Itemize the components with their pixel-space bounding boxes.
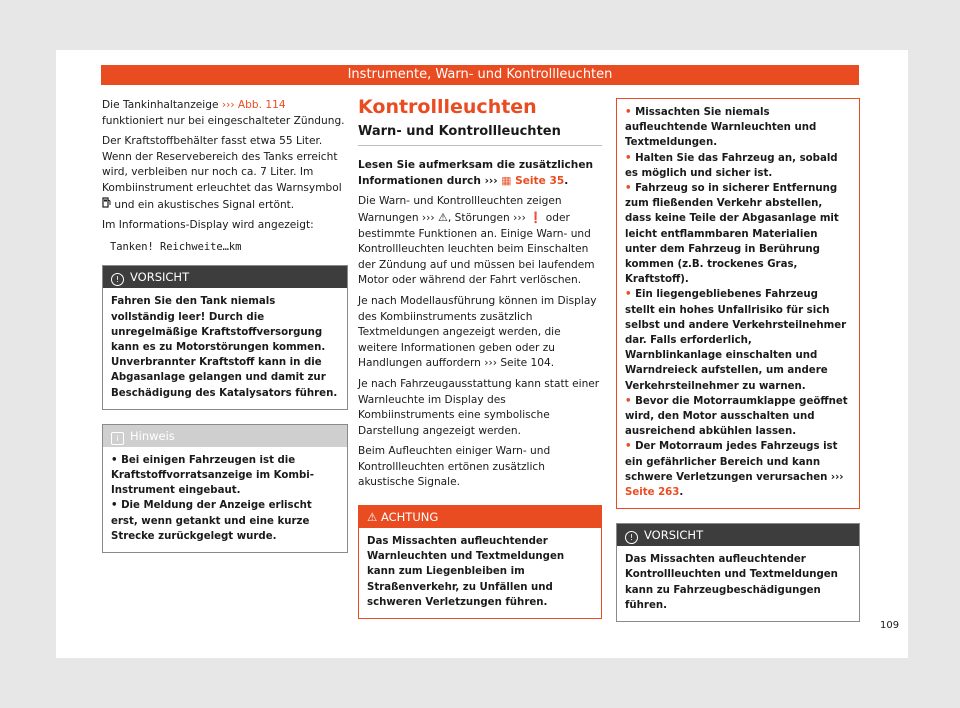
list-item: • Missachten Sie niemals aufleuchtende Warnleuchten und Textmeldungen. (625, 107, 817, 149)
caution-header: ! VORSICHT (617, 524, 859, 546)
section-title: Kontrollleuchten (358, 96, 537, 118)
caution-header: ! VORSICHT (103, 266, 347, 288)
page-reference-link[interactable]: Seite 263 (625, 487, 680, 499)
warning-list (617, 99, 859, 508)
page-header: Instrumente, Warn- und Kontrollleuchten (101, 65, 859, 85)
info-circle-icon: ! (111, 273, 124, 286)
display-message: Tanken! Reichweite…km (110, 240, 242, 253)
list-item: • Der Motorraum jedes Fahrzeugs ist ein gefährlicher Bereich und kann schwere Verletzungen verursachen ››› Seite 263. (625, 441, 844, 499)
caution-text: Fahren Sie den Tank niemals vollständig leer! Durch die unregelmäßige Kraftstoffversorgung kann es zu Motorstörungen kommen. Unverbrannter Kraftstoff kann in die Abgasanlage gelangen und damit zur Beschädigung des Katalysators führen. (111, 296, 338, 399)
paragraph-text-messages: Je nach Modellausführung können im Display des Kombiinstruments zusätzlich Textmeldungen angezeigt werden, die weitere Informationen geben oder zu Handlungen auffordern ››› Seite 104. (358, 294, 597, 370)
list-item: • Bei einigen Fahrzeugen ist die Kraftstoffvorratsanzeige im Kombi-Instrument eingebaut. (111, 454, 314, 497)
paragraph-lead: Lesen Sie aufmerksam die zusätzlichen Informationen durch ››› ▦ Seite 35. (358, 159, 594, 187)
info-circle-icon: ! (625, 531, 638, 544)
caution-box-lamps (616, 523, 860, 622)
warning-triangle-icon: ⚠ (367, 510, 378, 525)
hint-header: i Hinweis (103, 425, 347, 447)
hint-box (102, 424, 348, 553)
paragraph-display-intro: Im Informations-Display wird angezeigt: (102, 219, 314, 232)
caution-box-fuel (102, 265, 348, 409)
column-middle (358, 98, 602, 619)
column-right (616, 98, 860, 622)
list-item: • Bevor die Motorraumklappe geöffnet wird, den Motor ausschalten und ausreichend abkühlen lassen. (625, 395, 848, 438)
paragraph-tank-display: Die Tankinhaltanzeige ››› Abb. 114 funktioniert nur bei eingeschalteter Zündung. (102, 99, 345, 127)
warning-triangle-icon: ⚠ (438, 210, 448, 224)
hint-body (103, 447, 347, 552)
column-left (102, 98, 348, 553)
book-icon: ▦ (501, 174, 512, 187)
page-reference-link[interactable]: ››› Seite 104 (484, 357, 551, 370)
warning-text: Das Missachten aufleuchtender Warnleuchten und Textmeldungen kann zum Liegenbleiben im Straßenverkehr, zu Unfällen und schweren Verletzungen führen. (367, 536, 565, 608)
list-item: • Die Meldung der Anzeige erlischt erst, wenn getankt und eine kurze Strecke zurückgelegt wurde. (111, 500, 312, 542)
list-item: • Fahrzeug so in sicherer Entfernung zum fließenden Verkehr abstellen, dass keine Teile der Abgasanlage mit leicht entflammbaren Materialien unter dem Fahrzeug in Berührung kommen (z.B. trockenes Gras, Kraftstoff). (625, 183, 839, 286)
paragraph-tank-capacity: Der Kraftstoffbehälter fasst etwa 55 Liter. Wenn der Reservebereich des Tanks erreicht wird, verbleiben nur noch ca. 7 Liter. Im Kombiinstrument erleuchtet das Warnsymbol und ein akustisches Signal ertönt. (102, 135, 342, 211)
page-reference-link[interactable]: Seite 35 (515, 174, 565, 187)
page-number: 109 (880, 620, 900, 631)
warning-box (358, 505, 602, 619)
warning-header: ⚠ ACHTUNG (359, 506, 601, 528)
fuel-pump-icon (102, 199, 111, 211)
paragraph-symbolic: Je nach Fahrzeugausstattung kann statt einer Warnleuchte im Display des Kombiinstruments eine symbolische Darstellung angezeigt werden. (358, 377, 600, 437)
section-subtitle: Warn- und Kontrollleuchten (358, 124, 602, 147)
figure-reference-link[interactable]: ››› Abb. 114 (221, 99, 286, 111)
info-icon: i (111, 432, 124, 445)
list-item: • Ein liegengebliebenes Fahrzeug stellt ein hohes Unfallrisiko für sich selbst und andere Verkehrsteilnehmer dar. Falls erforderlich, Warnblinkanlage einschalten und Warndreieck aufstellen, um andere Verkehrsteilnehmer zu warnen. (625, 289, 847, 392)
list-item: • Halten Sie das Fahrzeug an, sobald es möglich und sicher ist. (625, 152, 838, 179)
paragraph-acoustic: Beim Aufleuchten einiger Warn- und Kontrollleuchten ertönen zusätzlich akustische Signale. (358, 445, 551, 489)
paragraph-warnings: Die Warn- und Kontrollleuchten zeigen Warnungen ››› ⚠, Störungen ››› ❗ oder bestimmte Funktionen an. Einige Warn- und Kontrollleuchten leuchten beim Einschalten der Zündung auf und müssen bei laufendem Motor oder während der Fahrt verlöschen. (358, 195, 595, 287)
caution-text: Das Missachten aufleuchtender Kontrollleuchten und Textmeldungen kann zu Fahrzeugbeschädigungen führen. (625, 554, 838, 611)
warning-box-continued (616, 98, 860, 509)
exclamation-circle-icon: ❗ (529, 211, 543, 224)
